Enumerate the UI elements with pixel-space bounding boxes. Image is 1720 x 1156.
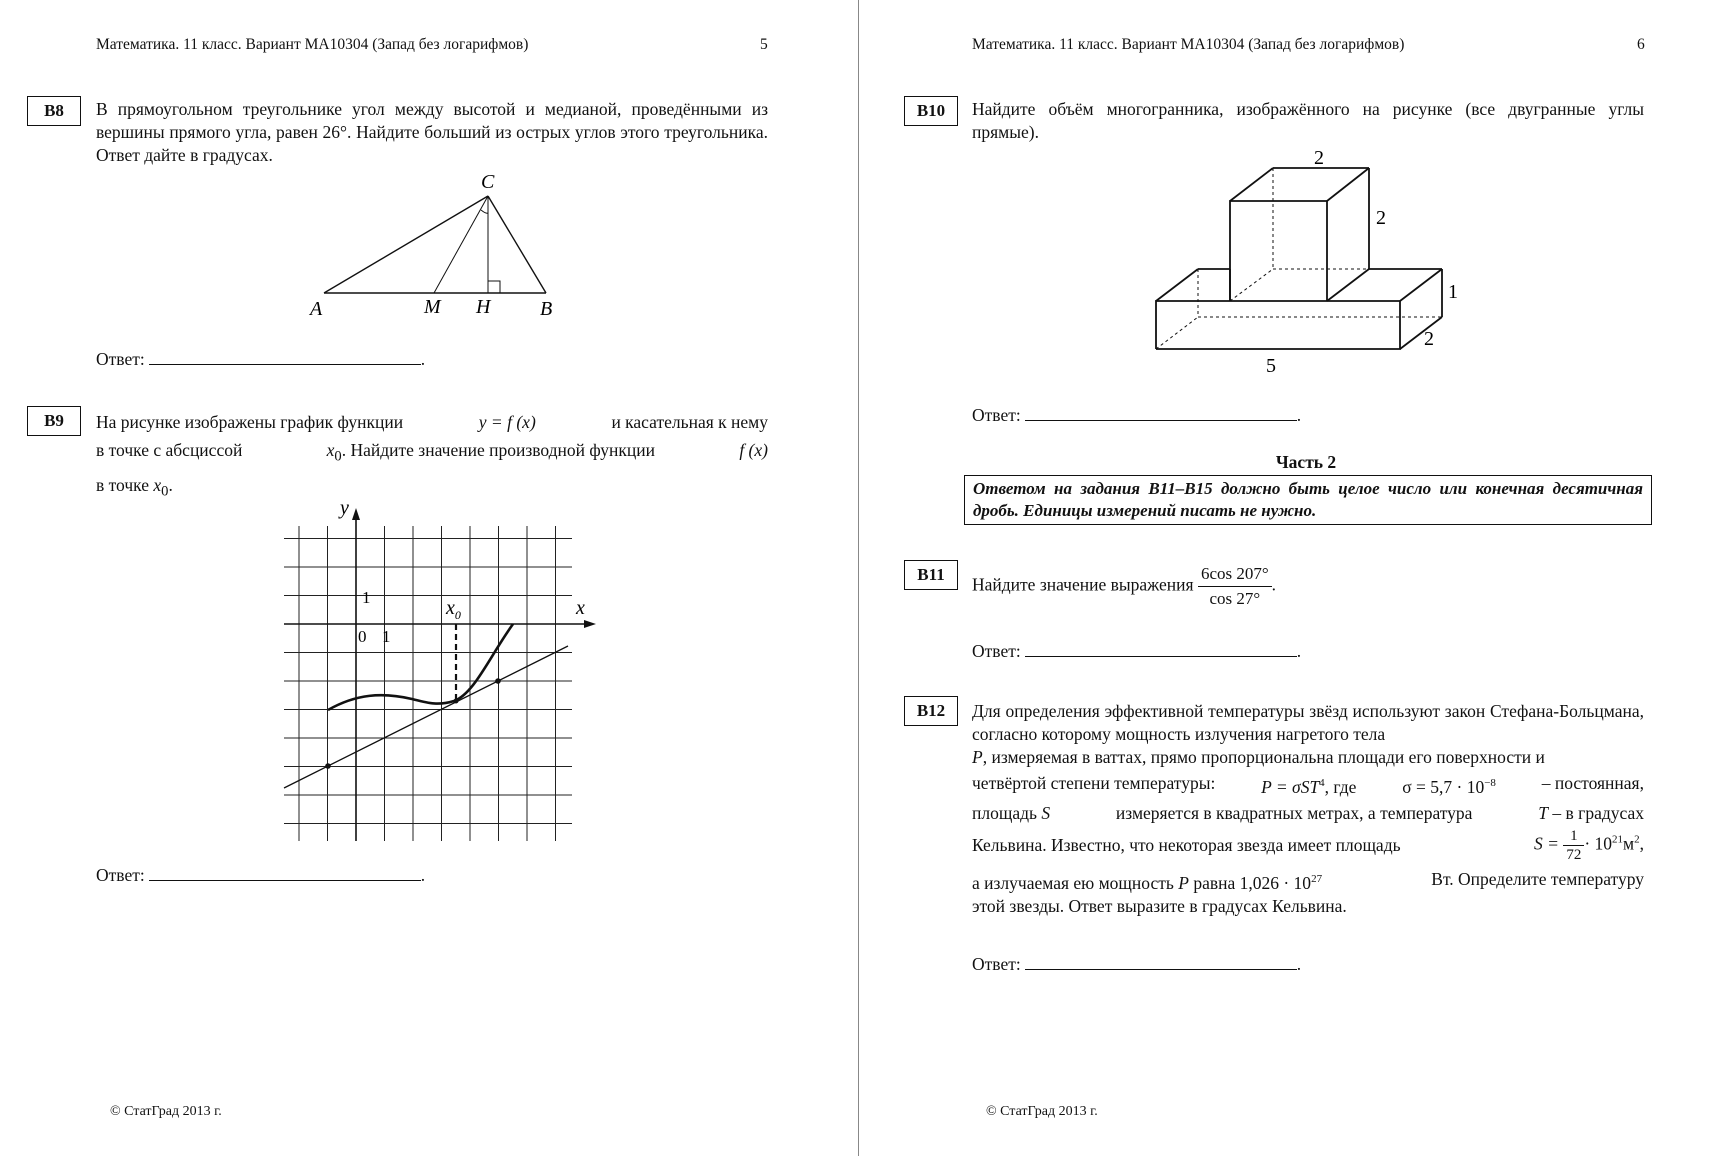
- b12-line6-sup: 27: [1311, 872, 1323, 885]
- b12-s-var: S: [1041, 802, 1051, 823]
- task-b12-text: [972, 700, 1644, 918]
- angle-arc: [481, 210, 488, 213]
- b11-denominator: cos 27°: [1209, 589, 1261, 608]
- y-axis-arrow: [352, 508, 360, 520]
- tangent-point-2: [495, 678, 501, 684]
- b12-line3-c: – постоянная,: [1541, 773, 1644, 793]
- b9-line3-end: .: [168, 474, 173, 495]
- left-page: [0, 0, 858, 1156]
- b12-line4-b: измеряется в квадратных метрах, а температура: [1115, 802, 1473, 823]
- answer-label: Ответ:: [972, 954, 1021, 974]
- answer-b12: Ответ: .: [972, 954, 1302, 974]
- b12-p-var-2: P: [1178, 872, 1189, 893]
- b12-fraction: [1563, 827, 1584, 864]
- b12-line5-a: Кельвина. Известно, что некоторая звезда имеет площадь: [972, 834, 1401, 855]
- b12-line3-a: четвёртой степени температуры:: [972, 773, 1216, 793]
- task-b8-text: В прямоугольном треугольнике угол между высотой и медианой, проведёнными из вершины прямого угла, равен 26°. Найдите больший из острых углов этого треугольника. Ответ дайте в градусах.: [96, 99, 768, 165]
- b11-end: .: [1271, 574, 1277, 595]
- b12-p-var: P: [972, 747, 983, 767]
- b9-line2-a: в точке с абсциссой: [96, 440, 243, 460]
- dim-depth: 2: [1424, 328, 1434, 350]
- b9-x0-var: x: [326, 440, 335, 460]
- answer-label: Ответ:: [96, 865, 145, 885]
- b11-numerator: 6cos 207°: [1198, 562, 1272, 587]
- page-number: 5: [760, 36, 768, 53]
- right-angle-mark: [488, 281, 500, 293]
- b12-frac-num: 1: [1563, 827, 1584, 846]
- label-h: H: [476, 296, 491, 318]
- b12-formula: P = σST: [1261, 776, 1320, 797]
- graph-label-1-y: 1: [362, 588, 371, 607]
- b12-unit: м: [1623, 833, 1635, 854]
- b12-sigma-sup: −8: [1484, 777, 1496, 789]
- tangent-point-1: [325, 763, 331, 769]
- task-b11-text: [972, 562, 1276, 611]
- answer-label: Ответ:: [972, 641, 1021, 661]
- b9-line1-a: На рисунке изображены график функции: [96, 412, 404, 432]
- task-b9-text: [96, 408, 768, 505]
- x-axis-arrow: [584, 620, 596, 628]
- b12-line5-end: ,: [1639, 833, 1644, 854]
- polyhedron-visible-edges: [1156, 168, 1442, 349]
- graph-label-x: x: [576, 597, 585, 619]
- b12-line4-a: площадь: [972, 802, 1037, 823]
- answer-label: Ответ:: [972, 405, 1021, 425]
- dim-top: 2: [1314, 147, 1324, 169]
- graph-label-1-x: 1: [382, 627, 391, 646]
- task-tag-b12: B12: [904, 696, 958, 726]
- page-number: 6: [1637, 36, 1645, 53]
- task-tag-b9: B9: [27, 406, 81, 436]
- b12-pow: · 10: [1584, 833, 1613, 854]
- b12-line2: , измеряемая в ваттах, прямо пропорциональна площади его поверхности и: [982, 747, 1545, 767]
- answer-b10: Ответ: .: [972, 405, 1302, 425]
- b9-x0-sub-2: 0: [161, 483, 169, 499]
- part2-note: Ответом на задания B11–B15 должно быть целое число или конечная десятичная дробь. Единицы измерений писать не нужно.: [964, 475, 1652, 525]
- answer-b9: Ответ: .: [96, 865, 426, 885]
- b12-t-var: T: [1538, 802, 1548, 823]
- answer-line[interactable]: [1025, 404, 1297, 421]
- b12-sigma: σ = 5,7 · 10: [1402, 776, 1485, 797]
- page-header: Математика. 11 класс. Вариант МА10304 (Запад без логарифмов): [96, 36, 529, 53]
- label-c: C: [481, 171, 495, 193]
- side-cb: [488, 196, 546, 293]
- b9-x0-sub: 0: [334, 448, 342, 465]
- side-ac: [324, 196, 488, 293]
- b9-formula-y: y = f (x): [478, 412, 536, 432]
- page-header: Математика. 11 класс. Вариант МА10304 (Запад без логарифмов): [972, 36, 1405, 53]
- right-page: [862, 0, 1720, 1156]
- b12-pow-sup: 21: [1612, 833, 1624, 846]
- b9-line3-a: в точке: [96, 474, 149, 495]
- b12-line7: этой звезды. Ответ выразите в градусах Кельвина.: [972, 895, 1347, 916]
- graph-label-x0: $x_0$: [446, 597, 461, 622]
- b12-s-eq: S =: [1534, 833, 1559, 854]
- b12-line6-b: равна 1,026 · 10: [1193, 872, 1312, 893]
- dim-upright: 2: [1376, 207, 1386, 229]
- function-graph: [270, 496, 600, 846]
- b12-line1: Для определения эффективной температуры звёзд используют закон Стефана-Больцмана, согласно которому мощность излучения нагретого тела: [972, 701, 1644, 744]
- dim-right-height: 1: [1448, 281, 1458, 303]
- page-footer: © СтатГрад 2013 г.: [110, 1104, 222, 1119]
- b12-line6-c: Вт. Определите температуру: [1431, 868, 1644, 889]
- dim-length: 5: [1266, 355, 1276, 377]
- label-m: M: [424, 296, 441, 318]
- task-b10-text: Найдите объём многогранника, изображённого на рисунке (все двугранные углы прямые).: [972, 99, 1644, 142]
- page-divider: [858, 0, 859, 1156]
- label-a: A: [310, 298, 323, 318]
- b9-line1-b: и касательная к нему: [611, 412, 768, 432]
- graph-label-0: 0: [358, 627, 367, 646]
- b9-x0-var-2: x: [153, 474, 162, 495]
- answer-line[interactable]: [1025, 640, 1297, 657]
- answer-line[interactable]: [149, 864, 421, 881]
- b12-frac-den: 72: [1566, 846, 1582, 863]
- answer-line[interactable]: [149, 348, 421, 365]
- label-b: B: [540, 298, 553, 318]
- answer-line[interactable]: [1025, 953, 1297, 970]
- polyhedron-figure: [1142, 142, 1482, 382]
- answer-b8: Ответ: .: [96, 349, 426, 369]
- grid: [284, 526, 572, 841]
- median-cm: [434, 196, 488, 293]
- tangency-point: [454, 699, 459, 704]
- answer-b11: Ответ: .: [972, 641, 1302, 661]
- b11-text: Найдите значение выражения: [972, 574, 1194, 595]
- b12-unit-sup: 2: [1634, 833, 1640, 846]
- answer-label: Ответ:: [96, 349, 145, 369]
- b9-formula-f: f (x): [739, 440, 768, 460]
- b9-line2-b: . Найдите значение производной функции: [341, 440, 655, 460]
- page-footer: © СтатГрад 2013 г.: [986, 1104, 1098, 1119]
- b11-fraction: [1198, 562, 1272, 611]
- graph-label-y: y: [340, 497, 349, 519]
- b12-line3-b: , где: [1324, 776, 1357, 797]
- b12-line6-a: а излучаемая ею мощность: [972, 872, 1174, 893]
- polyhedron-hidden-edges: [1156, 168, 1442, 349]
- task-tag-b8: B8: [27, 96, 81, 126]
- b12-formula-sup: 4: [1319, 777, 1325, 789]
- part2-title: Часть 2: [1275, 452, 1337, 472]
- task-tag-b11: B11: [904, 560, 958, 590]
- task-tag-b10: B10: [904, 96, 958, 126]
- triangle-figure: [300, 168, 570, 318]
- b12-line4-c: – в градусах: [1552, 802, 1644, 823]
